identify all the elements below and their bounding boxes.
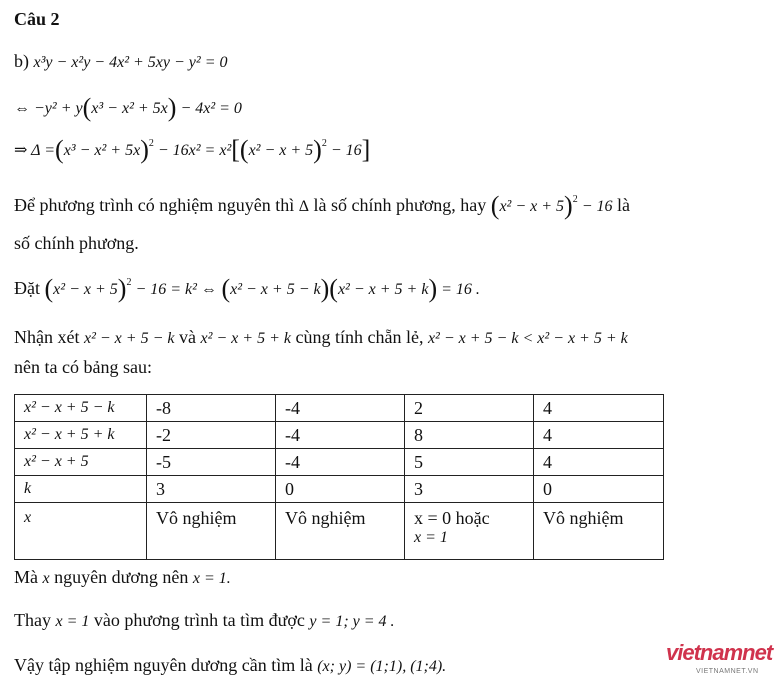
set-equation: − 16 = k² ⇔	[131, 281, 217, 298]
para1-text-c: là	[617, 195, 631, 215]
logo-word: vietnamnet	[666, 640, 773, 665]
table-cell: Vô nghiệm	[147, 503, 276, 560]
table-cell: 0	[276, 476, 405, 503]
eq3-prefix: ⇒ Δ =	[14, 142, 56, 159]
set-label: Đặt	[14, 278, 40, 298]
c1-variable: x	[42, 570, 50, 587]
set-end: = 16 .	[437, 281, 480, 298]
eq3-inner-1: x³ − x² + 5x	[63, 142, 141, 159]
eq3-tail: − 16	[326, 142, 362, 159]
table-cell: 2	[405, 395, 534, 422]
eq3-mid: − 16x² = x²	[153, 142, 232, 159]
c1-text-a: Mà	[14, 567, 38, 587]
table-cell-line: x = 0 hoặc	[414, 508, 490, 528]
eq2-inner: x³ − x² + 5x	[91, 100, 168, 117]
table-cell: 4	[534, 422, 664, 449]
table-cell: 4	[534, 395, 664, 422]
table-row	[15, 503, 664, 560]
table-row	[15, 422, 664, 449]
table-cell: -4	[276, 395, 405, 422]
solution-table	[14, 394, 664, 560]
equation-line-2: ⇔ −y² + y(x³ − x² + 5x) − 4x² = 0	[14, 93, 242, 122]
remark-inequality: x² − x + 5 − k < x² − x + 5 + k	[427, 330, 628, 347]
para1-text-a: Để phương trình có nghiệm nguyên thì	[14, 195, 295, 215]
table-cell: 3	[405, 476, 534, 503]
table-cell: -4	[276, 449, 405, 476]
table-cell: -2	[147, 422, 276, 449]
remark-text-c: cùng tính chẵn lẻ,	[295, 327, 424, 347]
c2-text-b: vào phương trình ta tìm được	[93, 610, 305, 630]
table-cell: -8	[147, 395, 276, 422]
remark-text-b: và	[178, 327, 196, 347]
table-cell: Vô nghiệm	[276, 503, 405, 560]
row-label: x² − x + 5	[15, 449, 147, 476]
row-label: x² − x + 5 − k	[15, 395, 147, 422]
table-cell: Vô nghiệm	[534, 503, 664, 560]
substitution-line: Đặt $(x^2 - x + 5)^2 - 16 = k^2$ ⇔ (x² − x + 5 − k)(x² − x + 5 + k) = 16 .	[14, 274, 480, 303]
table-cell: -4	[276, 422, 405, 449]
eq2-suffix: − 4x² = 0	[176, 100, 242, 117]
c1-text-b: nguyên dương nên	[54, 567, 189, 587]
remark-line-1	[14, 326, 628, 350]
row-label: x² − x + 5 + k	[15, 422, 147, 449]
para1-text-b: là số chính phương, hay	[313, 195, 487, 215]
row-label: x	[15, 503, 147, 560]
paragraph-1-line-2: số chính phương.	[14, 233, 139, 253]
remark-text-a: Nhận xét	[14, 327, 80, 347]
c2-equation: x = 1	[55, 613, 90, 630]
equation-1: x³y − x²y − 4x² + 5xy − y² = 0	[33, 54, 228, 71]
factor-2: x² − x + 5 + k	[337, 281, 429, 298]
conclusion-line-3	[14, 654, 446, 678]
table-cell: -5	[147, 449, 276, 476]
conclusion-line-1	[14, 566, 231, 590]
factor-1: x² − x + 5 − k	[230, 281, 321, 298]
equation-line-3: ⇒ $\Delta =(x^3 - x^2 + 5x)^2 - 16x^2 = x^2[(x^2 - x + 5)^2 - 16]$	[14, 135, 371, 164]
table-cell: 5	[405, 449, 534, 476]
remark-expression-2: x² − x + 5 + k	[200, 330, 291, 347]
table-row	[15, 476, 664, 503]
equation-line-1	[14, 50, 227, 74]
table-cell: 3	[147, 476, 276, 503]
logo-sub: VIETNAMNET.VN	[696, 668, 759, 675]
c2-result: y = 1; y = 4 .	[309, 613, 395, 630]
table-cell	[405, 503, 534, 560]
eq3-inner-2: x² − x + 5	[248, 142, 314, 159]
eq2-prefix: ⇔ −y² + y	[14, 100, 83, 117]
row-label: k	[15, 476, 147, 503]
c3-result: (x; y) = (1;1), (1;4).	[317, 658, 447, 675]
para1-expression-tail: − 16	[577, 198, 613, 215]
table-cell: 8	[405, 422, 534, 449]
c1-equation: x = 1.	[192, 570, 231, 587]
paragraph-1-line-1: Để phương trình có nghiệm nguyên thì Δ là số chính phương, hay $(x^2 - x + 5)^2 - 16$ là	[14, 191, 631, 220]
table-row	[15, 449, 664, 476]
conclusion-line-2	[14, 609, 395, 633]
remark-line-2: nên ta có bảng sau:	[14, 357, 152, 377]
table-cell: 0	[534, 476, 664, 503]
vietnamnet-logo	[652, 640, 773, 686]
table-row	[15, 395, 664, 422]
c3-text: Vậy tập nghiệm nguyên dương cần tìm là	[14, 655, 313, 675]
table-cell-line: x = 1	[414, 529, 448, 546]
delta-symbol: Δ	[298, 198, 310, 215]
c2-text-a: Thay	[14, 610, 51, 630]
para1-expression: x² − x + 5	[499, 198, 565, 215]
question-heading: Câu 2	[14, 9, 60, 29]
table-cell: 4	[534, 449, 664, 476]
remark-expression-1: x² − x + 5 − k	[83, 330, 175, 347]
part-label: b)	[14, 51, 29, 71]
set-expression: x² − x + 5	[53, 281, 118, 298]
